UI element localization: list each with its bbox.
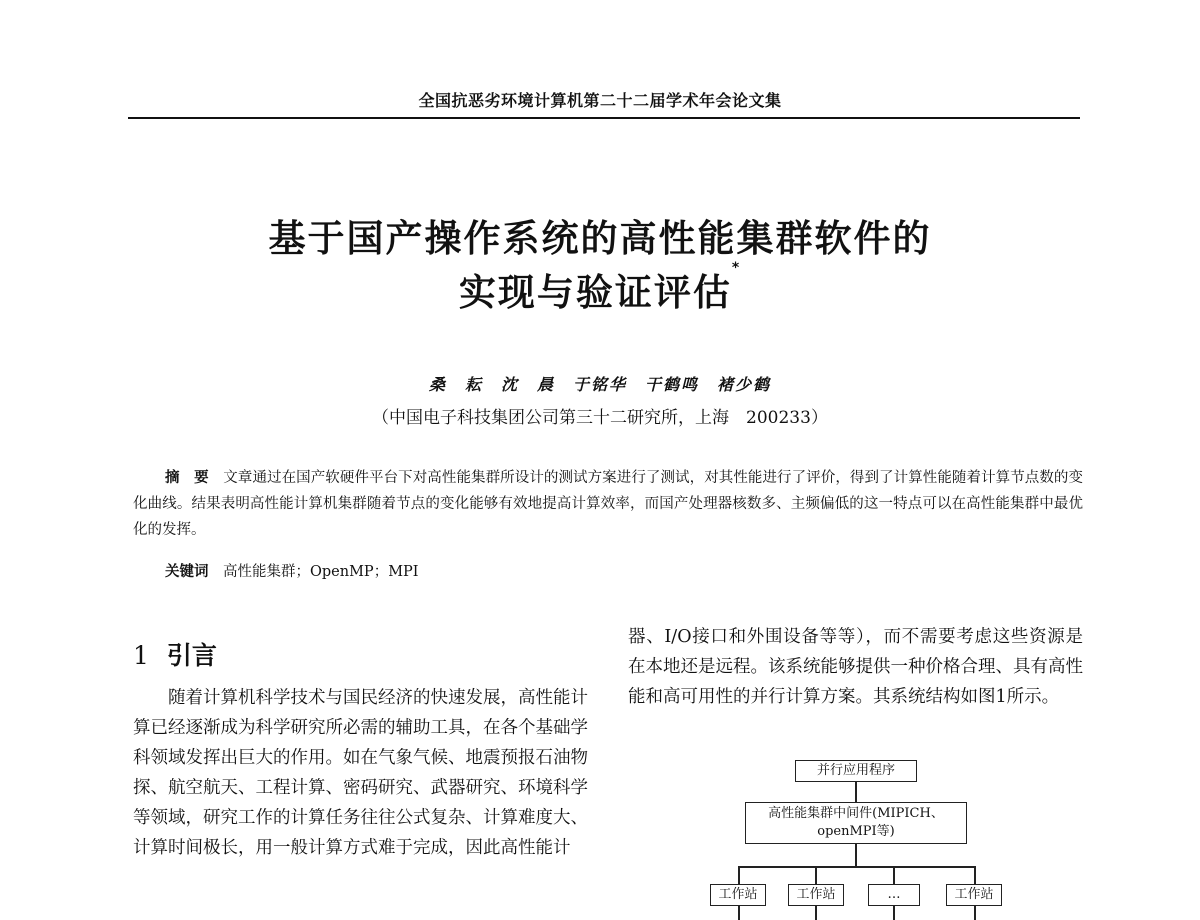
diagram-connector <box>855 782 857 802</box>
diagram-connector <box>974 866 976 884</box>
abstract <box>133 465 1083 543</box>
keywords <box>165 560 419 581</box>
diagram-connector <box>893 866 895 884</box>
diagram-connector <box>738 866 740 884</box>
diagram-bus <box>738 866 975 868</box>
diagram-middleware-box <box>745 802 967 844</box>
paper-title-line-1: 基于国产操作系统的高性能集群软件的 <box>268 217 932 260</box>
diagram-node-box: 工作站 <box>788 884 844 906</box>
paper-title-line-2-text: 实现与验证评估 <box>458 271 732 314</box>
keywords-label: 关键词 <box>165 564 209 580</box>
affiliation: （中国电子科技集团公司第三十二研究所，上海 200233） <box>372 408 828 428</box>
diagram-middleware-line-2: openMPI等) <box>817 824 895 839</box>
keywords-text: 高性能集群；OpenMP；MPI <box>223 564 419 580</box>
diagram-connector <box>893 906 895 920</box>
paper-title-line-2 <box>0 262 1200 316</box>
diagram-connector <box>855 844 857 866</box>
header-rule <box>128 117 1080 119</box>
abstract-text: 文章通过在国产软硬件平台下对高性能集群所设计的测试方案进行了测试，对其性能进行了评价，得到了计算性能随着计算节点数的变化曲线。结果表明高性能计算机集群随着节点的变化能够有效地提高计算效率，而国产处理器核数多、主频偏低的这一特点可以在高性能集群中最优化的发挥。 <box>133 470 1084 538</box>
diagram-connector <box>738 906 740 920</box>
section-title: 引言 <box>166 641 217 670</box>
abstract-label: 摘 要 <box>165 470 209 486</box>
diagram-node-box: 工作站 <box>710 884 766 906</box>
diagram-middleware-line-1: 高性能集群中间件(MIPICH、 <box>768 806 944 821</box>
diagram-node-box: … <box>868 884 920 906</box>
right-column-text: 器、I/O接口和外围设备等等），而不需要考虑这些资源是在本地还是远程。该系统能够提供一种价格合理、具有高性能和高可用性的并行计算方案。其系统结构如图1所示。 <box>628 627 1083 707</box>
diagram-app-box: 并行应用程序 <box>795 760 917 782</box>
diagram-connector <box>815 906 817 920</box>
section-number: 1 <box>133 641 149 670</box>
diagram-node-box: 工作站 <box>946 884 1002 906</box>
author-list: 桑 耘 沈 晨 于铭华 干鹤鸣 褚少鹤 <box>428 375 771 394</box>
running-header: 全国抗恶劣环境计算机第二十二届学术年会论文集 <box>418 91 782 110</box>
diagram-connector <box>815 866 817 884</box>
title-footnote-mark: * <box>731 260 742 276</box>
diagram-connector <box>974 906 976 920</box>
left-column-text: 随着计算机科学技术与国民经济的快速发展，高性能计算已经逐渐成为科学研究所必需的辅助工具，在各个基础学科领域发挥出巨大的作用。如在气象气候、地震预报石油物探、航空航天、工程计算、密码研究、武器研究、环境科学等领域，研究工作的计算任务往往公式复杂、计算难度大、计算时间极长，用一般计算方式难于完成，因此高性能计 <box>133 688 588 858</box>
section-heading <box>133 636 217 672</box>
